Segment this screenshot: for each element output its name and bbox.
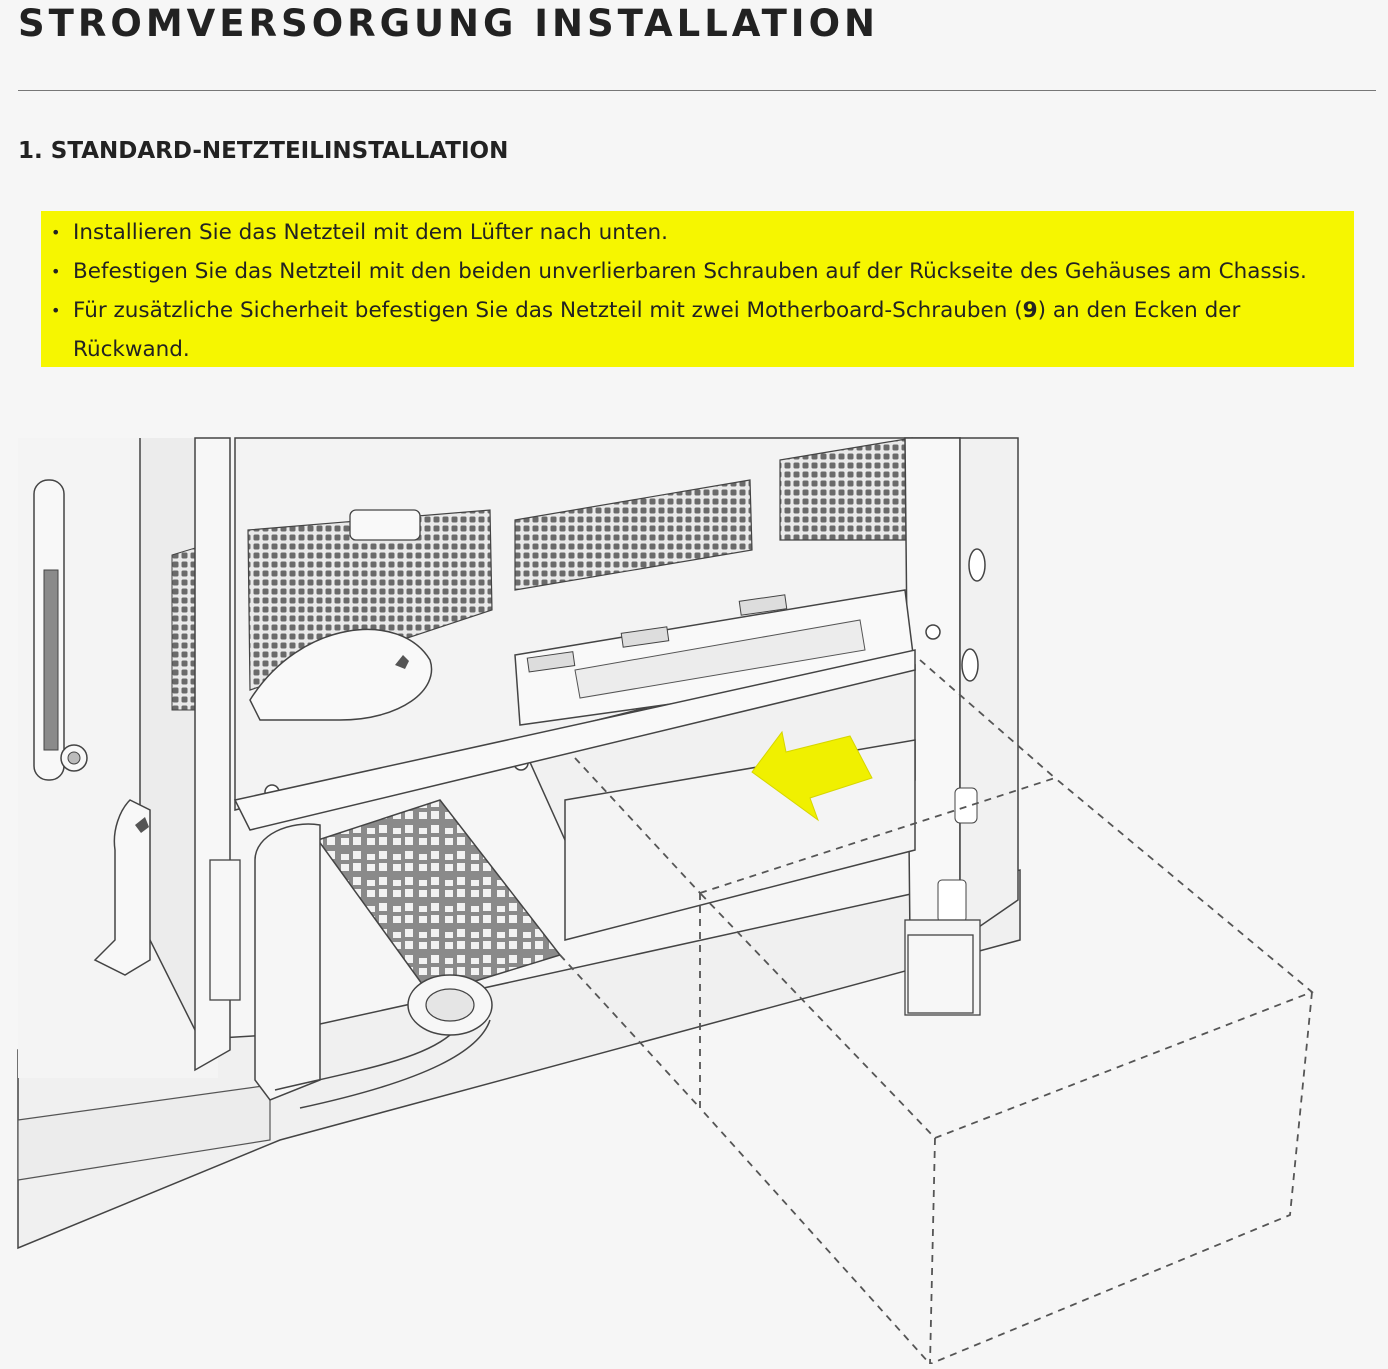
section-heading: 1. STANDARD-NETZTEILINSTALLATION	[18, 138, 509, 164]
instruction-item	[51, 213, 669, 252]
instruction-text: Für zusätzliche Sicherheit befestigen Sie das Netzteil mit zwei Motherboard-Schrauben (	[73, 298, 1023, 323]
case-illustration	[0, 380, 1388, 1364]
instructions-highlight	[41, 211, 1354, 367]
title-divider	[18, 90, 1376, 91]
instruction-text: ) an den Ecken der	[1037, 298, 1241, 323]
bullet-icon: •	[51, 223, 61, 242]
instruction-text: Installieren Sie das Netzteil mit dem Lüfter nach unten.	[73, 220, 669, 245]
screw-reference-number: 9	[1022, 298, 1038, 323]
instruction-item	[51, 291, 1241, 369]
bullet-icon: •	[51, 262, 61, 281]
bullet-icon: •	[51, 301, 61, 320]
psu-installation-illustration	[0, 380, 1388, 1364]
instruction-item	[51, 252, 1307, 291]
page-title: STROMVERSORGUNG INSTALLATION	[18, 2, 879, 45]
instruction-text: Rückwand.	[73, 337, 190, 362]
instruction-text: Befestigen Sie das Netzteil mit den beiden unverlierbaren Schrauben auf der Rückseite des Gehäuses am Chassis.	[73, 259, 1307, 284]
